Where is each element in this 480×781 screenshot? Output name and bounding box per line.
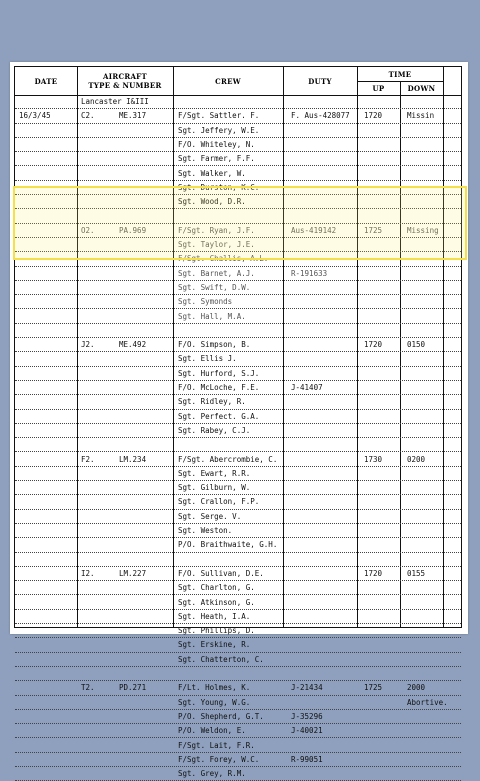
cell-duty: F. Aus-428077 xyxy=(291,111,350,121)
table-row xyxy=(15,681,461,695)
cell-ac2: LM.234 xyxy=(119,454,147,464)
table-row xyxy=(15,238,461,252)
cell-crew: F/Lt. Holmes, K. xyxy=(178,683,251,693)
header-duty: DUTY xyxy=(308,76,332,86)
cell-ac2: LM.227 xyxy=(119,568,147,578)
table-row xyxy=(15,367,461,381)
table-row xyxy=(15,538,461,552)
table-header xyxy=(15,67,461,96)
table-row xyxy=(15,624,461,638)
table-row xyxy=(15,152,461,166)
table-row xyxy=(15,95,461,109)
table-row xyxy=(15,338,461,352)
cell-up: 1725 xyxy=(364,683,383,693)
cell-crew: Sgt. Ewart, R.R. xyxy=(178,468,251,478)
cell-crew: Sgt. Ellis J. xyxy=(178,354,237,364)
table-row xyxy=(15,453,461,467)
header-crew: CREW xyxy=(215,76,241,86)
cell-crew: Sgt. Walker, W. xyxy=(178,168,246,178)
cell-crew: Sgt. Farmer, F.F. xyxy=(178,154,255,164)
cell-crew: Sgt. Charlton, G. xyxy=(178,583,255,593)
table-row xyxy=(15,739,461,753)
cell-up: 1720 xyxy=(364,111,383,121)
cell-up: 1730 xyxy=(364,454,383,464)
cell-crew: Sgt. Heath, I.A. xyxy=(178,611,251,621)
cell-ac1: J2. xyxy=(81,340,95,350)
table-row xyxy=(15,638,461,652)
cell-crew: F/Sgt. Abercrombie, C. xyxy=(178,454,278,464)
cell-crew: F/O. Sullivan, D.E. xyxy=(178,568,264,578)
cell-crew: F/Sgt. Challis, A.L. xyxy=(178,254,269,264)
cell-duty: J-40021 xyxy=(291,726,323,736)
cell-crew: Sgt. Ridley, R. xyxy=(178,397,246,407)
table-row xyxy=(15,381,461,395)
cell-crew: Sgt. Serge. V. xyxy=(178,511,242,521)
table-row xyxy=(15,209,461,223)
cell-duty: J-41407 xyxy=(291,383,323,392)
cell-crew: P/O. Braithwaite, G.H. xyxy=(178,540,278,550)
cell-crew: Sgt. Durston, K.C. xyxy=(178,182,260,192)
cell-crew: Sgt. Jeffery, W.E. xyxy=(178,125,260,135)
table-row xyxy=(15,281,461,295)
table-row xyxy=(15,753,461,767)
cell-crew: Sgt. Wood, D.R. xyxy=(178,197,246,207)
table-row xyxy=(15,510,461,524)
table-row xyxy=(15,395,461,409)
cell-crew: Sgt. Hurford, S.J. xyxy=(178,368,260,378)
table-row xyxy=(15,596,461,610)
cell-down: 0200 xyxy=(407,454,426,464)
table-row xyxy=(15,252,461,266)
operations-record-table xyxy=(14,66,462,779)
cell-up: 1720 xyxy=(364,340,383,350)
table-row xyxy=(15,109,461,123)
table-row xyxy=(15,467,461,481)
table-row xyxy=(15,581,461,595)
cell-ac1: I2. xyxy=(81,568,95,578)
cell-ac2: PD.271 xyxy=(119,683,147,693)
cell-crew: Sgt. Phillips, D. xyxy=(178,626,255,636)
cell-ac1: T2. xyxy=(81,683,95,693)
table-row xyxy=(15,667,461,681)
table-row xyxy=(15,710,461,724)
cell-up: 1720 xyxy=(364,568,383,578)
up-down-divider xyxy=(400,81,401,95)
cell-down: Missing xyxy=(407,225,439,235)
cell-crew: F/Sgt. Lait, F.R. xyxy=(178,740,255,750)
header-aircraft-line2: TYPE & NUMBER xyxy=(88,81,162,90)
table-row xyxy=(15,224,461,238)
table-row xyxy=(15,438,461,452)
table-row xyxy=(15,724,461,738)
header-up: UP xyxy=(372,83,385,93)
cell-crew: Sgt. Hall, M.A. xyxy=(178,311,246,321)
cell-up: 1725 xyxy=(364,225,383,235)
cell-duty: R-191633 xyxy=(291,268,328,278)
cell-crew: Sgt. Barnet, A.J. xyxy=(178,268,255,278)
header-time: TIME xyxy=(388,69,412,79)
table-row xyxy=(15,767,461,781)
header-aircraft-line1: AIRCRAFT xyxy=(103,72,147,81)
table-row xyxy=(15,567,461,581)
cell-ac1: F2. xyxy=(81,454,95,464)
table-row xyxy=(15,495,461,509)
cell-crew: Sgt. Young, W.G. xyxy=(178,697,251,707)
cell-crew: Sgt. Perfect. G.A. xyxy=(178,411,260,421)
cell-duty: J-35296 xyxy=(291,711,323,721)
table-row xyxy=(15,267,461,281)
cell-crew: Sgt. Rabey, C.J. xyxy=(178,425,251,435)
cell-crew: Sgt. Atkinson, G. xyxy=(178,597,255,607)
cell-ac2: PA.969 xyxy=(119,225,147,235)
header-date: DATE xyxy=(34,76,58,86)
cell-date: 16/3/45 xyxy=(19,111,51,121)
table-row xyxy=(15,195,461,209)
table-row xyxy=(15,295,461,309)
cell-crew: F/Sgt. Sattler. F. xyxy=(178,111,260,121)
header-aircraft xyxy=(77,67,173,95)
table-row xyxy=(15,138,461,152)
cell-duty: R-99051 xyxy=(291,754,323,764)
cell-down: 0150 xyxy=(407,340,426,350)
table-row xyxy=(15,481,461,495)
cell-crew: F/O. Whiteley, N. xyxy=(178,139,255,149)
table-row xyxy=(15,181,461,195)
cell-crew: Sgt. Grey, R.M. xyxy=(178,769,246,779)
cell-down: 0155 xyxy=(407,568,426,578)
cell-crew: Sgt. Swift, D.W. xyxy=(178,282,251,292)
cell-crew: F/Sgt. Ryan, J.F. xyxy=(178,225,255,235)
header-down: DOWN xyxy=(407,83,436,93)
cell-ac2: ME.317 xyxy=(119,111,147,121)
table-row xyxy=(15,524,461,538)
table-row xyxy=(15,610,461,624)
table-row xyxy=(15,424,461,438)
table-row xyxy=(15,352,461,366)
cell-crew: Sgt. Crallon, F.P. xyxy=(178,497,260,507)
cell-ac2: ME.492 xyxy=(119,340,147,350)
table-row xyxy=(15,324,461,338)
cell-crew: Sgt. Taylor, J.E. xyxy=(178,240,255,249)
cell-ac1: O2. xyxy=(81,225,95,235)
cell-crew: Sgt. Gilburn, W. xyxy=(178,483,251,493)
cell-crew: Sgt. Chatterton, C. xyxy=(178,654,264,664)
cell-down: Missin xyxy=(407,111,435,121)
cell-crew: Sgt. Symonds xyxy=(178,297,233,307)
cell-duty: J-21434 xyxy=(291,683,323,693)
cell-crew: F/O. Simpson, B. xyxy=(178,340,251,350)
cell-duty: Aus-419142 xyxy=(291,225,337,235)
cell-ac1: C2. xyxy=(81,111,95,121)
table-row xyxy=(15,696,461,710)
cell-crew: Sgt. Weston. xyxy=(178,526,233,535)
table-row xyxy=(15,653,461,667)
table-row xyxy=(15,124,461,138)
cell-ac1: Lancaster I&III xyxy=(81,97,149,106)
cell-crew: F/O. McLoche, F.E. xyxy=(178,383,260,392)
cell-down: Abortive. xyxy=(407,697,448,707)
table-row xyxy=(15,410,461,424)
cell-crew: Sgt. Erskine, R. xyxy=(178,640,251,650)
cell-crew: P/O. Shepherd, G.T. xyxy=(178,711,264,721)
cell-down: 2000 xyxy=(407,683,426,693)
table-row xyxy=(15,167,461,181)
table-row xyxy=(15,553,461,567)
cell-crew: P/O. Weldon, E. xyxy=(178,726,246,736)
cell-crew: F/Sgt. Forey, W.C. xyxy=(178,754,260,764)
table-row xyxy=(15,310,461,324)
